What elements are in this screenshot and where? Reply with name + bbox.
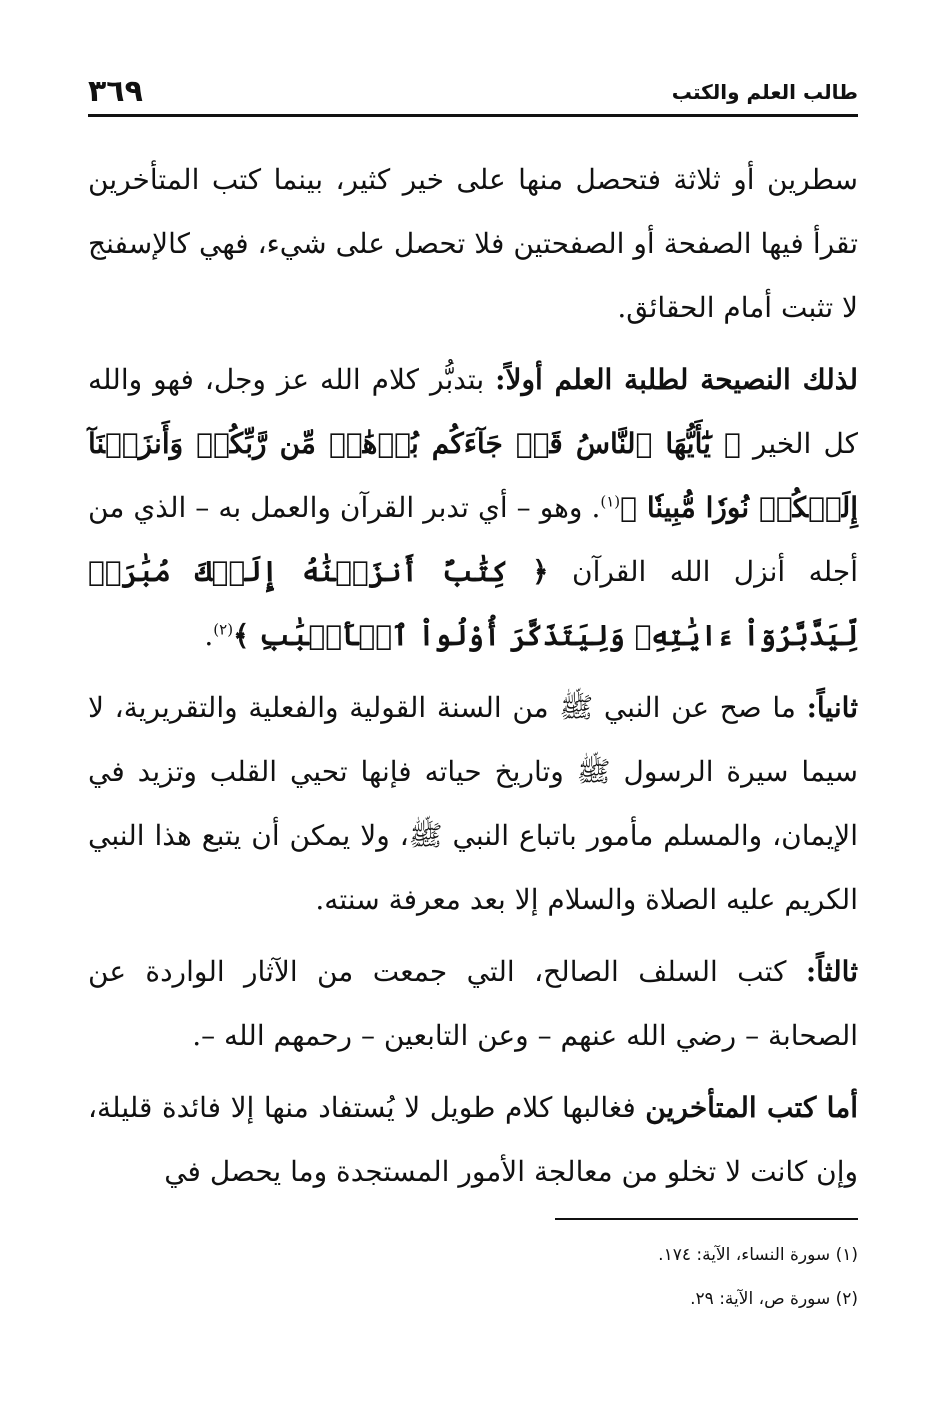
paragraph-2 bbox=[88, 348, 858, 668]
footnote-1: (١) سورة النساء، الآية: ١٧٤. bbox=[658, 1245, 858, 1265]
quran-verse-1: ﴿ يَٰٓأَيُّهَا ٱلنَّاسُ قَدۡ جَآءَكُم بُرۡهَٰنٞ مِّن رَّبِّكُمۡ وَأَنزَلۡنَآ إِلَيۡكُمۡ نُورٗا مُّبِينٗا ﴾ bbox=[88, 427, 858, 524]
page-header bbox=[88, 74, 858, 110]
footnote-ref-2: (٢) bbox=[213, 620, 234, 639]
paragraph-5-lead: أما كتب المتأخرين bbox=[645, 1091, 858, 1124]
paragraph-5 bbox=[88, 1076, 858, 1204]
paragraph-2-lead: لذلك النصيحة لطلبة العلم أولاً: bbox=[495, 363, 859, 396]
paragraph-2-text-b: . وهو – أي تدبر القرآن والعمل به – الذي من أجله أنزل الله القرآن bbox=[88, 491, 858, 588]
paragraph-4-text: كتب السلف الصالح، التي جمعت من الآثار الواردة عن الصحابة – رضي الله عنهم – وعن التابعين – رحمهم الله –. bbox=[88, 955, 858, 1052]
paragraph-1: سطرين أو ثلاثة فتحصل منها على خير كثير، بينما كتب المتأخرين تقرأ فيها الصفحة أو الصفحتين فلا تحصل على شيء، فهي كالإسفنج لا تثبت أمام الحقائق. bbox=[88, 163, 859, 324]
footnote-2: (٢) سورة ص، الآية: ٢٩. bbox=[690, 1289, 858, 1309]
paragraph-5-text: فغالبها كلام طويل لا يُستفاد منها إلا فائدة قليلة، وإن كانت لا تخلو من معالجة الأمور المستجدة وما يحصل في bbox=[88, 1091, 858, 1188]
footnote-rule bbox=[555, 1218, 858, 1220]
running-title: طالب العلم والكتب bbox=[671, 80, 858, 104]
paragraph-4-lead: ثالثاً: bbox=[805, 955, 858, 988]
paragraph-4 bbox=[88, 940, 858, 1068]
main-text bbox=[88, 148, 858, 1212]
paragraph-3-lead: ثانياً: bbox=[806, 691, 858, 724]
paragraph-3 bbox=[88, 676, 858, 932]
footnotes bbox=[358, 1233, 858, 1321]
page-number: ٣٦٩ bbox=[88, 74, 143, 109]
paragraph-2-text-a: بتدبُّر كلام الله عز وجل، فهو والله كل الخير bbox=[88, 363, 858, 460]
footnote-ref-1: (١) bbox=[600, 492, 621, 511]
paragraph-3-text: ما صح عن النبي ﷺ من السنة القولية والفعلية والتقريرية، لا سيما سيرة الرسول ﷺ وتاريخ حياته فإنها تحيي القلب وتزيد في الإيمان، والمسلم مأمور باتباع النبي ﷺ، ولا يمكن أن يتبع هذا النبي الكريم عليه الصلاة والسلام إلا بعد معرفة سنته. bbox=[88, 691, 858, 916]
quran-verse-2: ﴿ كِتَٰبٌ أَنزَلۡنَٰهُ إِلَيۡكَ مُبَٰرَكٞ لِّيَدَّبَّرُوٓاْ ءَايَٰتِهِۦ وَلِيَتَذَكَّرَ أُوْلُواْ ٱلۡأَلۡبَٰبِ ﴾ bbox=[88, 555, 858, 652]
paragraph-2-end: . bbox=[204, 619, 214, 652]
header-rule bbox=[88, 114, 858, 117]
